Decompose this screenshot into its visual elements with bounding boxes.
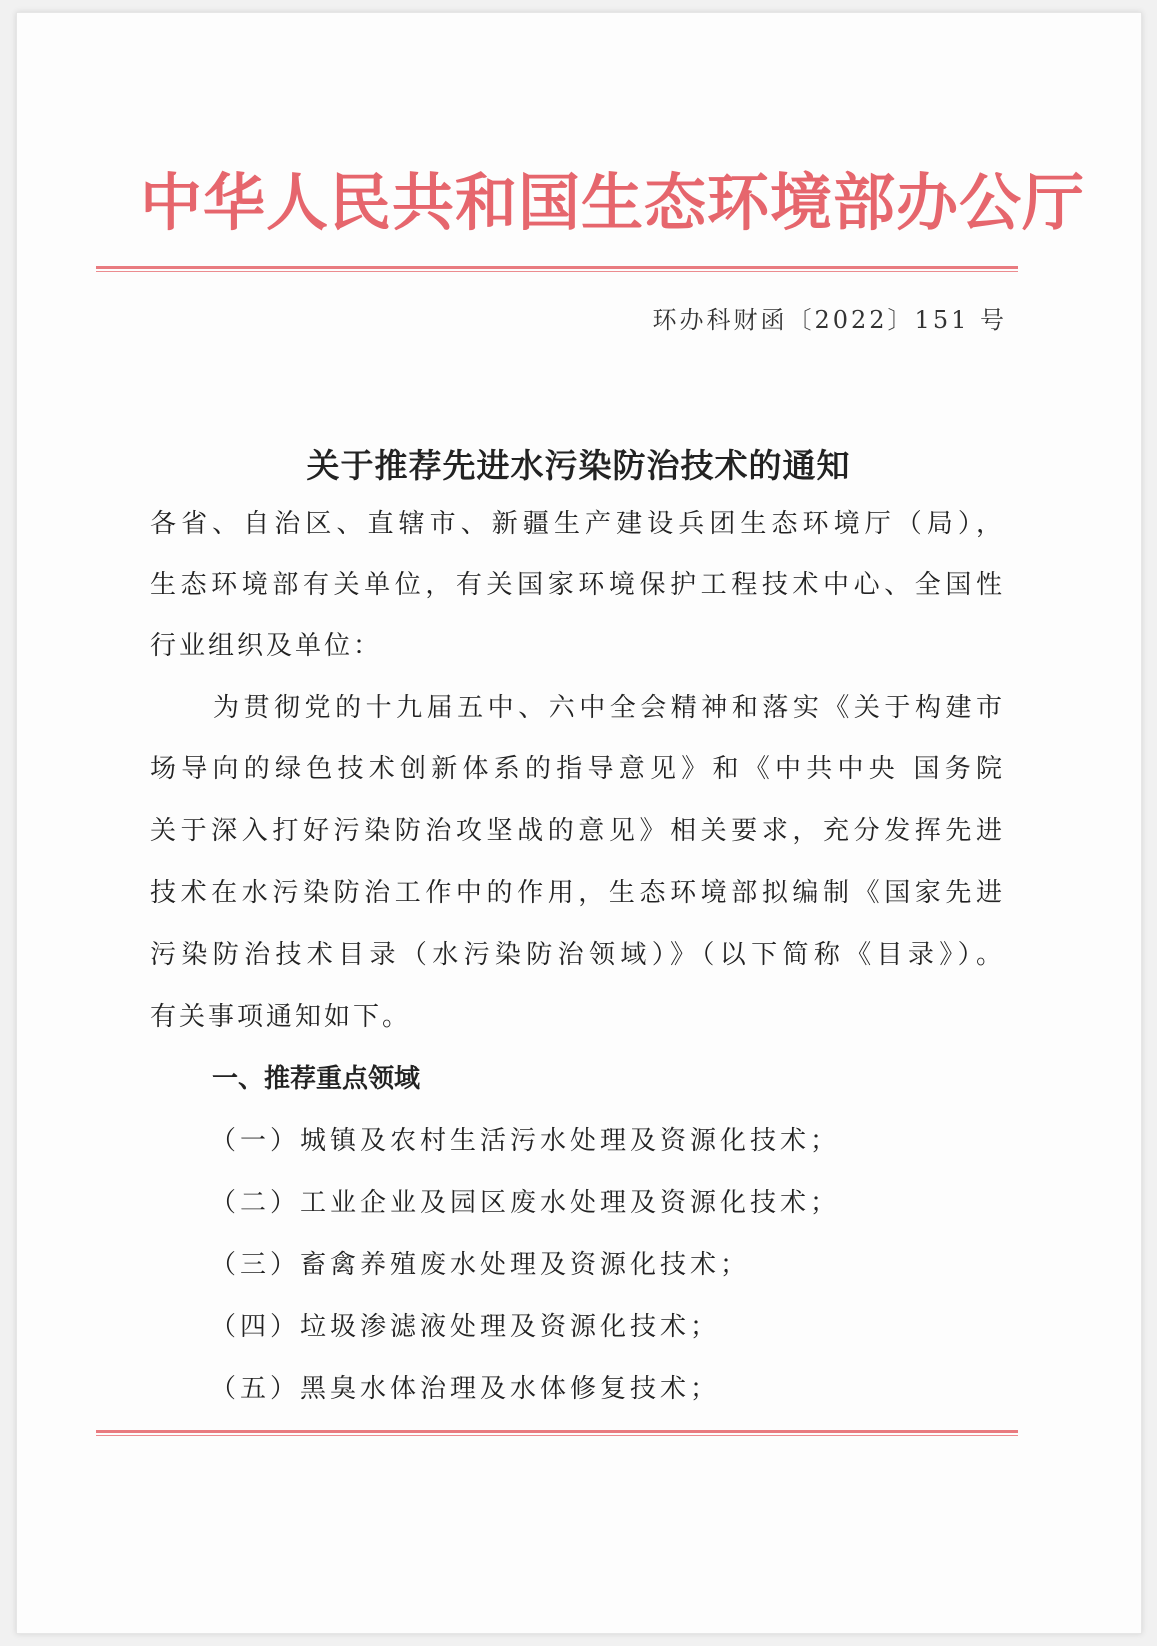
bottom-red-rule <box>96 1430 1018 1436</box>
document-title: 关于推荐先进水污染防治技术的通知 <box>306 446 851 485</box>
body-line: 有关事项通知如下。 <box>150 1002 412 1032</box>
addressee-line: 各省、自治区、直辖市、新疆生产建设兵团生态环境厅（局）， <box>150 509 1002 539</box>
top-red-rule <box>96 266 1018 272</box>
body-line: 技术在水污染防治工作中的作用，生态环境部拟编制《国家先进 <box>150 878 1002 908</box>
addressee-line: 行业组织及单位： <box>150 631 383 661</box>
body-line: 污染防治技术目录（水污染防治领域）》（以下简称《目录》）。 <box>150 940 1002 970</box>
list-item: （二）工业企业及园区废水处理及资源化技术； <box>210 1188 841 1218</box>
section-heading: 一、推荐重点领域 <box>212 1064 421 1094</box>
document-number: 环办科财函〔2022〕151 号 <box>652 306 1007 334</box>
list-item: （一）城镇及农村生活污水处理及资源化技术； <box>210 1126 841 1156</box>
list-item: （五）黑臭水体治理及水体修复技术； <box>210 1374 721 1404</box>
body-line: 为贯彻党的十九届五中、六中全会精神和落实《关于构建市 <box>213 693 1002 723</box>
body-line: 场导向的绿色技术创新体系的指导意见》和《中共中央 国务院 <box>150 754 1002 784</box>
addressee-line: 生态环境部有关单位，有关国家环境保护工程技术中心、全国性 <box>150 570 1002 600</box>
issuer-header: 中华人民共和国生态环境部办公厅 <box>140 166 1086 239</box>
list-item: （四）垃圾渗滤液处理及资源化技术； <box>210 1312 721 1342</box>
list-item: （三）畜禽养殖废水处理及资源化技术； <box>210 1250 751 1280</box>
body-line: 关于深入打好污染防治攻坚战的意见》相关要求，充分发挥先进 <box>150 816 1002 846</box>
